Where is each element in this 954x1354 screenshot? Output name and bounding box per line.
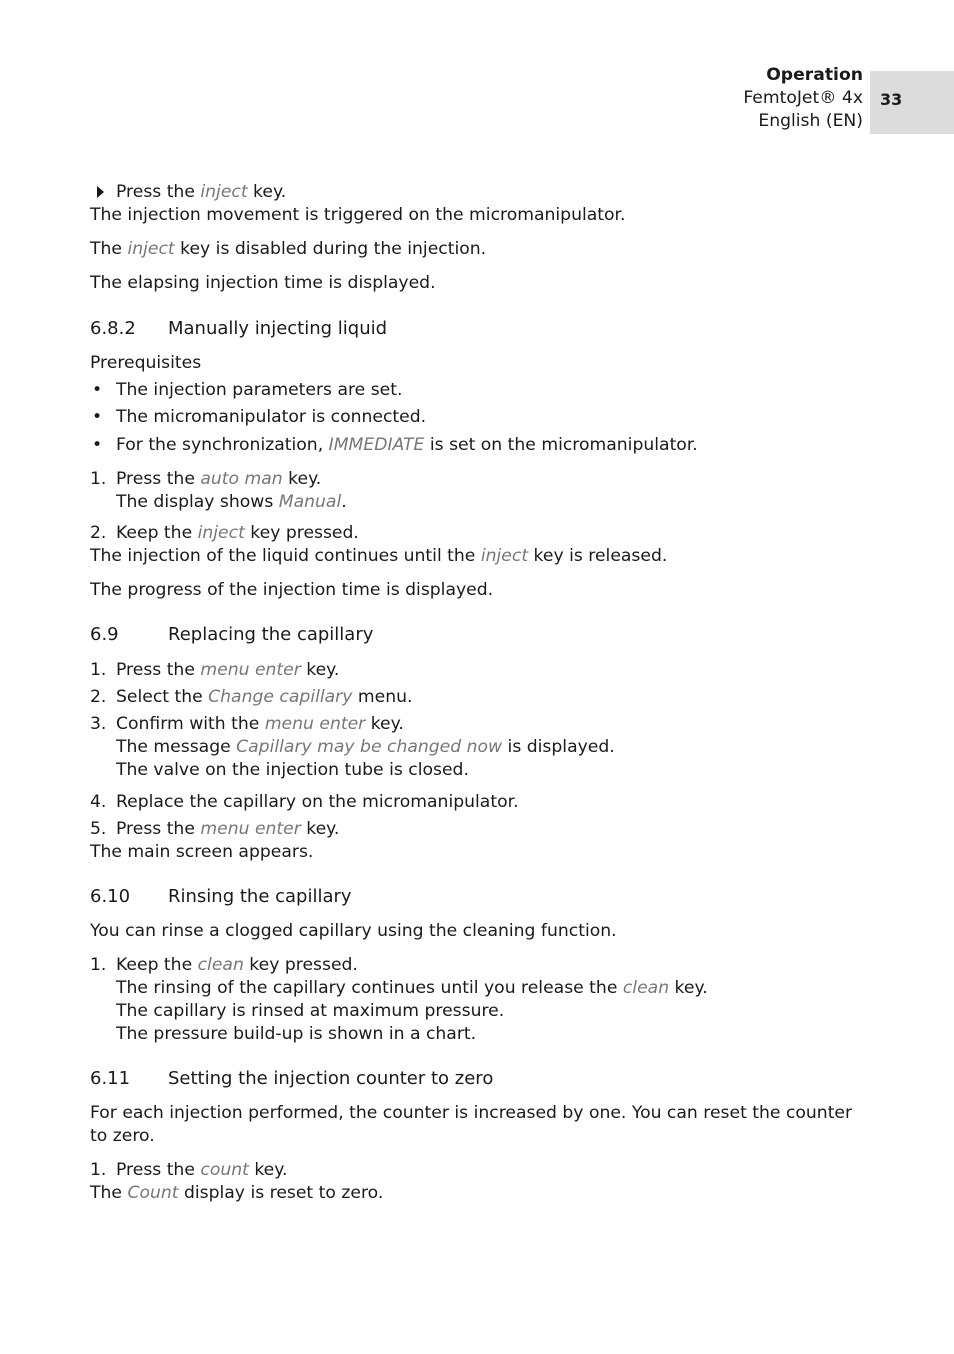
result-text: The injection movement is triggered on the micromanipulator. [90,205,626,225]
key-name: menu enter [200,660,301,680]
key-name: count [200,1160,249,1180]
bullet-icon: • [92,380,103,400]
header-section-title: Operation [766,65,863,85]
section-number: 6.9 [90,624,119,645]
step-result: The capillary is rinsed at maximum pressure. [116,1001,505,1021]
key-name: inject [200,182,248,202]
section-number: 6.8.2 [90,318,136,339]
key-name: clean [197,955,244,975]
menu-name: Change capillary [208,687,353,707]
key-name: menu enter [200,819,301,839]
paragraph: The inject key is disabled during the injection. [90,239,487,259]
paragraph: The elapsing injection time is displayed. [90,273,436,293]
key-name: auto man [200,469,283,489]
section-title: Rinsing the capillary [168,886,352,907]
paragraph: You can rinse a clogged capillary using the cleaning function. [90,921,617,941]
section-heading [0,318,954,342]
header-product-name: FemtoJet® 4x [743,88,863,108]
section-heading [0,1068,954,1092]
result-text: The main screen appears. [90,842,314,862]
section-title: Replacing the capillary [168,624,374,645]
step-result: The valve on the injection tube is closed. [116,760,469,780]
bullet-icon: • [92,407,103,427]
display-text: Capillary may be changed now [236,737,503,757]
prerequisites-label: Prerequisites [90,353,202,373]
paragraph: The progress of the injection time is displayed. [90,580,494,600]
key-name: IMMEDIATE [328,435,425,455]
step-result: The display shows Manual. [116,492,347,512]
paragraph: For each injection performed, the counter is increased by one. You can reset the counter to zero. [90,1103,853,1146]
section-title: Manually injecting liquid [168,318,388,339]
section-number: 6.10 [90,886,131,907]
result-text: The Count display is reset to zero. [90,1183,384,1203]
running-header [743,64,863,133]
key-name: inject [127,239,175,259]
result-text: The injection of the liquid continues until the inject key is released. [90,546,668,566]
page-number-tab [870,71,954,134]
section-number: 6.11 [90,1068,131,1089]
key-name: inject [480,546,529,566]
key-name: menu enter [264,714,366,734]
header-language: English (EN) [758,111,863,131]
step-result: The rinsing of the capillary continues until you release the clean key. [116,978,708,998]
section-heading [0,624,954,648]
step-result: The message Capillary may be changed now is displayed. [116,737,615,757]
key-name: inject [197,523,245,543]
display-text: Count [127,1183,179,1203]
section-title: Setting the injection counter to zero [168,1068,494,1089]
section-heading [0,886,954,910]
key-name: clean [622,978,670,998]
display-text: Manual [278,492,342,512]
step-result: The pressure build-up is shown in a chart. [116,1024,477,1044]
page-number: 33 [880,90,903,109]
triangle-arrow-icon [97,186,104,198]
bullet-icon: • [92,435,103,455]
